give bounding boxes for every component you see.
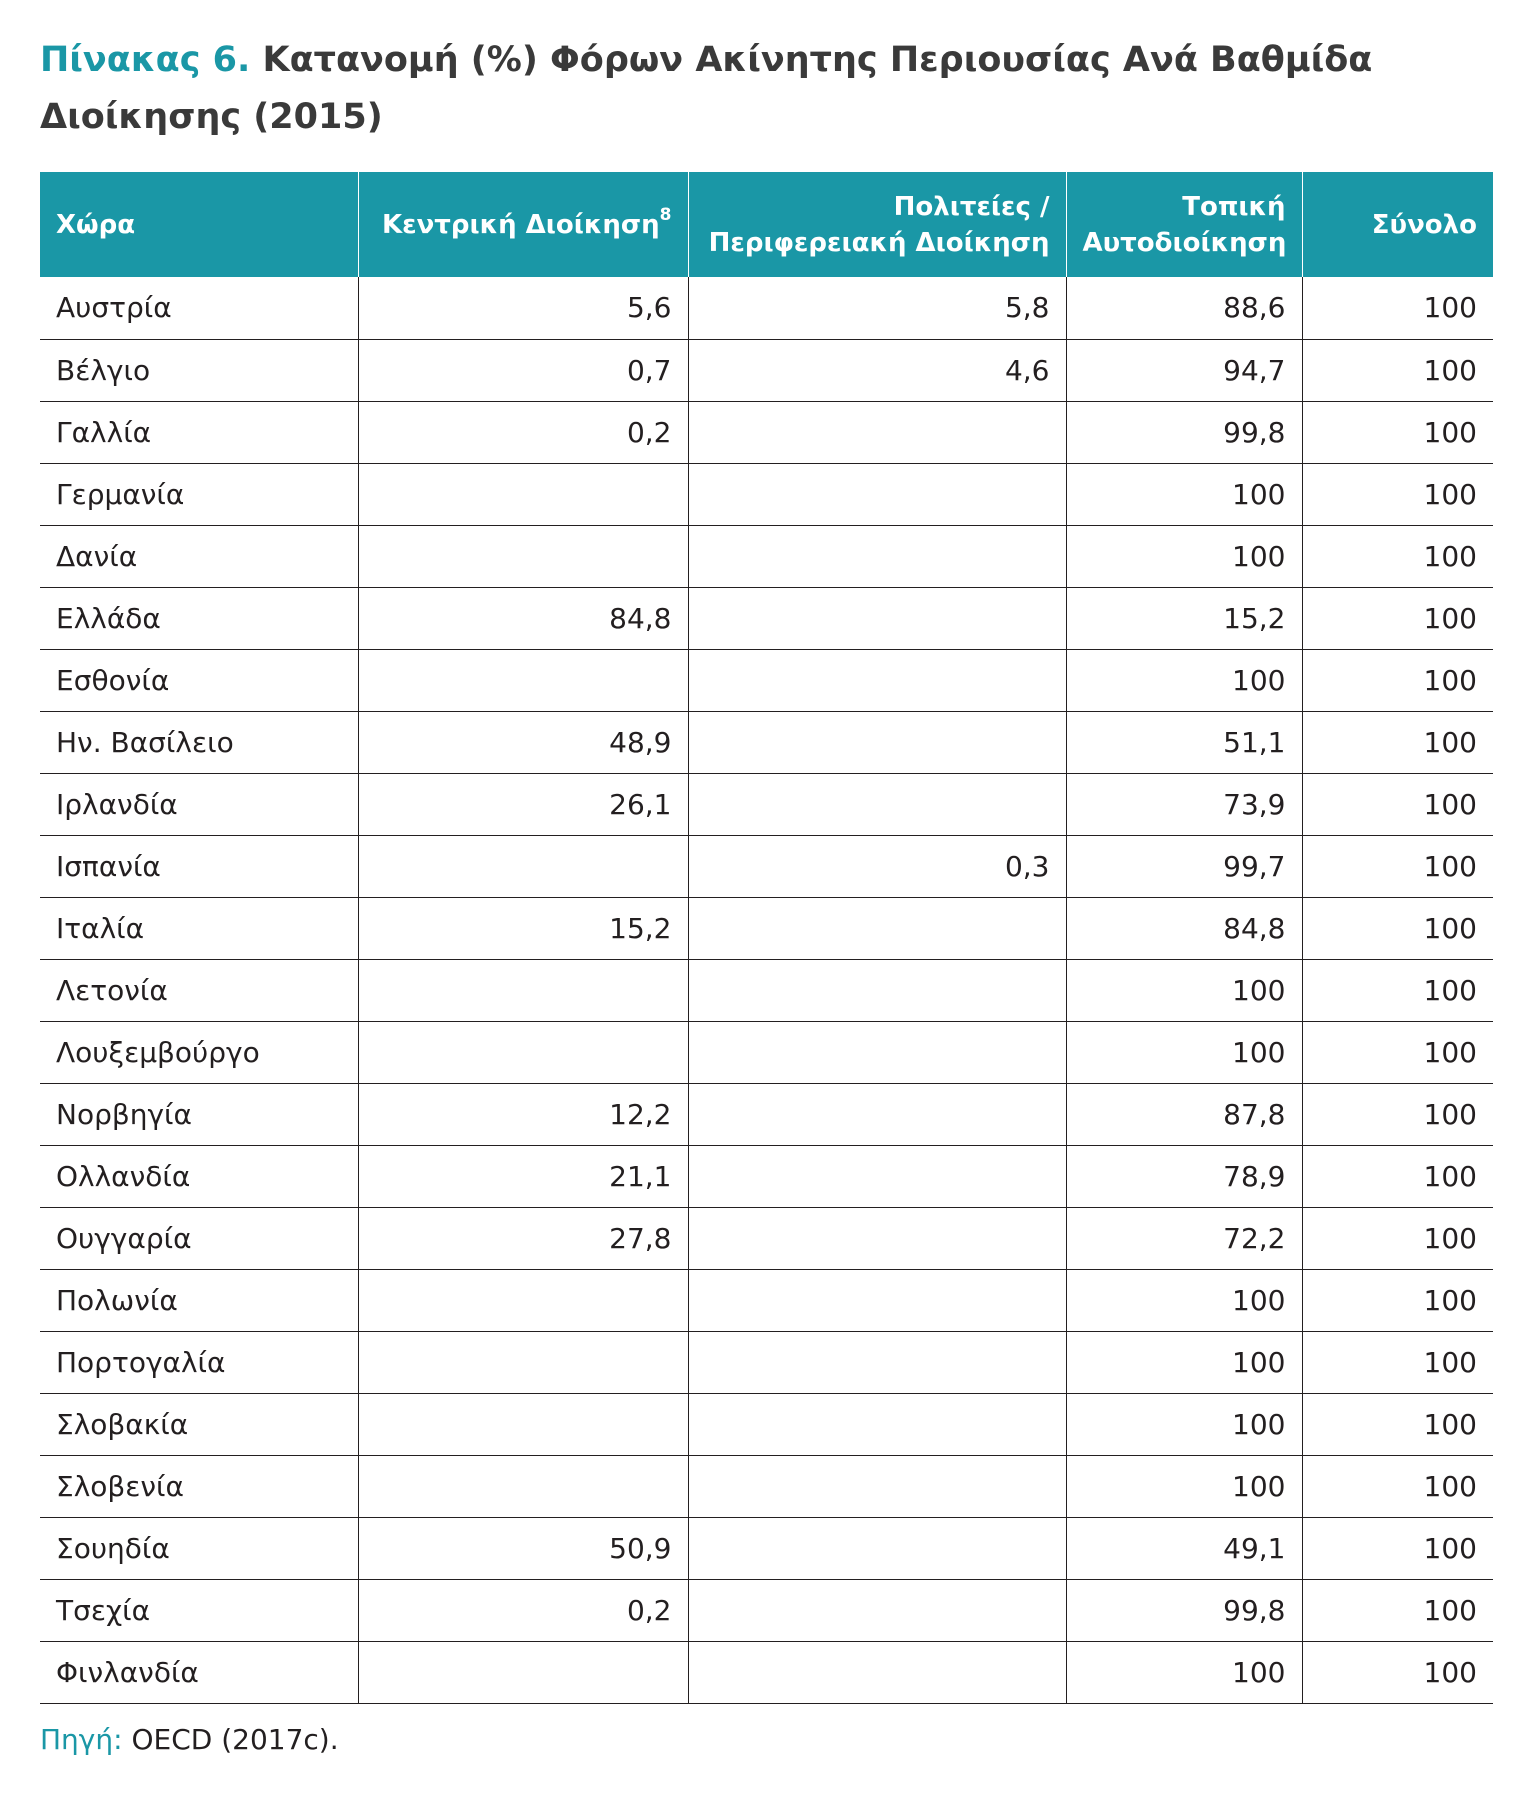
cell-country: Ην. Βασίλειο bbox=[40, 711, 358, 773]
table-body bbox=[40, 277, 1493, 1703]
cell-local: 100 bbox=[1066, 1455, 1302, 1517]
cell-central: 15,2 bbox=[358, 897, 688, 959]
cell-regional bbox=[688, 401, 1066, 463]
cell-regional bbox=[688, 1083, 1066, 1145]
header-regional-line1: Πολιτείες / bbox=[893, 191, 1050, 222]
cell-local: 99,8 bbox=[1066, 401, 1302, 463]
cell-central bbox=[358, 1393, 688, 1455]
cell-total: 100 bbox=[1302, 897, 1493, 959]
cell-central bbox=[358, 525, 688, 587]
property-tax-table bbox=[40, 172, 1493, 1704]
cell-local: 100 bbox=[1066, 1331, 1302, 1393]
cell-regional bbox=[688, 1207, 1066, 1269]
cell-local: 73,9 bbox=[1066, 773, 1302, 835]
cell-regional bbox=[688, 1393, 1066, 1455]
source-label: Πηγή: bbox=[40, 1723, 123, 1756]
table-row bbox=[40, 1021, 1493, 1083]
table-row bbox=[40, 835, 1493, 897]
cell-total: 100 bbox=[1302, 1083, 1493, 1145]
header-country-label: Χώρα bbox=[56, 209, 136, 240]
cell-total: 100 bbox=[1302, 401, 1493, 463]
cell-country: Εσθονία bbox=[40, 649, 358, 711]
table-row bbox=[40, 1269, 1493, 1331]
cell-central: 26,1 bbox=[358, 773, 688, 835]
cell-total: 100 bbox=[1302, 773, 1493, 835]
table-row bbox=[40, 525, 1493, 587]
header-regional-line2: Περιφερειακή Διοίκηση bbox=[708, 227, 1050, 258]
cell-regional bbox=[688, 463, 1066, 525]
table-row bbox=[40, 649, 1493, 711]
cell-total: 100 bbox=[1302, 1269, 1493, 1331]
table-row bbox=[40, 339, 1493, 401]
cell-country: Λουξεμβούργο bbox=[40, 1021, 358, 1083]
table-row bbox=[40, 463, 1493, 525]
header-central-label: Κεντρική Διοίκηση bbox=[381, 209, 660, 240]
cell-central bbox=[358, 1021, 688, 1083]
cell-local: 88,6 bbox=[1066, 277, 1302, 339]
table-row bbox=[40, 277, 1493, 339]
cell-central: 21,1 bbox=[358, 1145, 688, 1207]
cell-regional bbox=[688, 1021, 1066, 1083]
cell-central bbox=[358, 1455, 688, 1517]
table-header bbox=[40, 172, 1493, 277]
table-row bbox=[40, 959, 1493, 1021]
cell-country: Σουηδία bbox=[40, 1517, 358, 1579]
cell-central: 0,2 bbox=[358, 1579, 688, 1641]
cell-country: Βέλγιο bbox=[40, 339, 358, 401]
cell-local: 100 bbox=[1066, 1021, 1302, 1083]
cell-total: 100 bbox=[1302, 463, 1493, 525]
table-row bbox=[40, 1393, 1493, 1455]
cell-central: 50,9 bbox=[358, 1517, 688, 1579]
cell-total: 100 bbox=[1302, 277, 1493, 339]
cell-regional bbox=[688, 1455, 1066, 1517]
cell-central: 0,2 bbox=[358, 401, 688, 463]
table-title-text: Κατανομή (%) Φόρων Ακίνητης Περιουσίας Ανά Βαθμίδα Διοίκησης (2015) bbox=[40, 40, 1373, 137]
table-row bbox=[40, 1641, 1493, 1703]
cell-country: Σλοβενία bbox=[40, 1455, 358, 1517]
cell-local: 100 bbox=[1066, 525, 1302, 587]
table-row bbox=[40, 1455, 1493, 1517]
cell-total: 100 bbox=[1302, 587, 1493, 649]
cell-country: Φινλανδία bbox=[40, 1641, 358, 1703]
source-note bbox=[40, 1723, 339, 1756]
cell-total: 100 bbox=[1302, 1145, 1493, 1207]
header-local-line1: Τοπική bbox=[1182, 191, 1286, 222]
cell-country: Ιρλανδία bbox=[40, 773, 358, 835]
cell-regional: 0,3 bbox=[688, 835, 1066, 897]
cell-local: 49,1 bbox=[1066, 1517, 1302, 1579]
cell-regional bbox=[688, 1145, 1066, 1207]
cell-local: 99,8 bbox=[1066, 1579, 1302, 1641]
cell-local: 72,2 bbox=[1066, 1207, 1302, 1269]
cell-local: 100 bbox=[1066, 1641, 1302, 1703]
cell-local: 84,8 bbox=[1066, 897, 1302, 959]
cell-total: 100 bbox=[1302, 1641, 1493, 1703]
cell-regional: 4,6 bbox=[688, 339, 1066, 401]
cell-country: Αυστρία bbox=[40, 277, 358, 339]
cell-country: Ελλάδα bbox=[40, 587, 358, 649]
cell-central: 12,2 bbox=[358, 1083, 688, 1145]
cell-regional bbox=[688, 897, 1066, 959]
cell-central: 0,7 bbox=[358, 339, 688, 401]
cell-central: 84,8 bbox=[358, 587, 688, 649]
cell-local: 51,1 bbox=[1066, 711, 1302, 773]
table-header-row bbox=[40, 172, 1493, 277]
cell-regional bbox=[688, 773, 1066, 835]
cell-local: 78,9 bbox=[1066, 1145, 1302, 1207]
cell-total: 100 bbox=[1302, 525, 1493, 587]
cell-central bbox=[358, 835, 688, 897]
table-row bbox=[40, 1145, 1493, 1207]
header-country bbox=[40, 172, 358, 277]
cell-country: Δανία bbox=[40, 525, 358, 587]
cell-country: Λετονία bbox=[40, 959, 358, 1021]
cell-regional bbox=[688, 1269, 1066, 1331]
cell-central bbox=[358, 1269, 688, 1331]
cell-regional bbox=[688, 711, 1066, 773]
cell-local: 15,2 bbox=[1066, 587, 1302, 649]
cell-total: 100 bbox=[1302, 1579, 1493, 1641]
cell-regional bbox=[688, 1641, 1066, 1703]
cell-central: 27,8 bbox=[358, 1207, 688, 1269]
cell-country: Γερμανία bbox=[40, 463, 358, 525]
cell-local: 87,8 bbox=[1066, 1083, 1302, 1145]
table-row bbox=[40, 1517, 1493, 1579]
cell-regional bbox=[688, 1331, 1066, 1393]
cell-country: Ισπανία bbox=[40, 835, 358, 897]
table-row bbox=[40, 1083, 1493, 1145]
cell-regional bbox=[688, 587, 1066, 649]
table-row bbox=[40, 1579, 1493, 1641]
header-central bbox=[358, 172, 688, 277]
cell-regional bbox=[688, 1579, 1066, 1641]
cell-country: Πορτογαλία bbox=[40, 1331, 358, 1393]
cell-country: Ουγγαρία bbox=[40, 1207, 358, 1269]
header-local-line2: Αυτοδιοίκηση bbox=[1082, 227, 1287, 258]
cell-central: 5,6 bbox=[358, 277, 688, 339]
cell-regional bbox=[688, 959, 1066, 1021]
cell-country: Γαλλία bbox=[40, 401, 358, 463]
cell-central: 48,9 bbox=[358, 711, 688, 773]
header-total-label: Σύνολο bbox=[1371, 209, 1477, 240]
cell-local: 100 bbox=[1066, 463, 1302, 525]
cell-regional: 5,8 bbox=[688, 277, 1066, 339]
cell-local: 100 bbox=[1066, 649, 1302, 711]
cell-total: 100 bbox=[1302, 1331, 1493, 1393]
table-row bbox=[40, 587, 1493, 649]
table-title bbox=[40, 32, 1500, 146]
cell-central bbox=[358, 1641, 688, 1703]
source-text: OECD (2017c). bbox=[131, 1723, 339, 1756]
cell-central bbox=[358, 1331, 688, 1393]
cell-regional bbox=[688, 525, 1066, 587]
cell-central bbox=[358, 463, 688, 525]
table-row bbox=[40, 773, 1493, 835]
cell-total: 100 bbox=[1302, 959, 1493, 1021]
cell-country: Πολωνία bbox=[40, 1269, 358, 1331]
cell-country: Νορβηγία bbox=[40, 1083, 358, 1145]
cell-central bbox=[358, 649, 688, 711]
cell-country: Ολλανδία bbox=[40, 1145, 358, 1207]
cell-total: 100 bbox=[1302, 649, 1493, 711]
cell-local: 94,7 bbox=[1066, 339, 1302, 401]
cell-local: 100 bbox=[1066, 1269, 1302, 1331]
cell-local: 100 bbox=[1066, 1393, 1302, 1455]
header-regional bbox=[688, 172, 1066, 277]
cell-country: Ιταλία bbox=[40, 897, 358, 959]
table-row bbox=[40, 1207, 1493, 1269]
cell-regional bbox=[688, 649, 1066, 711]
header-total bbox=[1302, 172, 1493, 277]
cell-total: 100 bbox=[1302, 1021, 1493, 1083]
table-row bbox=[40, 401, 1493, 463]
table-row bbox=[40, 1331, 1493, 1393]
cell-central bbox=[358, 959, 688, 1021]
cell-total: 100 bbox=[1302, 1207, 1493, 1269]
cell-local: 99,7 bbox=[1066, 835, 1302, 897]
cell-regional bbox=[688, 1517, 1066, 1579]
footnote-marker: 8 bbox=[659, 204, 672, 225]
cell-country: Σλοβακία bbox=[40, 1393, 358, 1455]
cell-total: 100 bbox=[1302, 711, 1493, 773]
cell-country: Τσεχία bbox=[40, 1579, 358, 1641]
table-row bbox=[40, 897, 1493, 959]
table-title-label: Πίνακας 6. bbox=[40, 40, 251, 80]
cell-total: 100 bbox=[1302, 1393, 1493, 1455]
cell-total: 100 bbox=[1302, 339, 1493, 401]
cell-total: 100 bbox=[1302, 1455, 1493, 1517]
cell-total: 100 bbox=[1302, 835, 1493, 897]
cell-local: 100 bbox=[1066, 959, 1302, 1021]
cell-total: 100 bbox=[1302, 1517, 1493, 1579]
table-row bbox=[40, 711, 1493, 773]
header-local bbox=[1066, 172, 1302, 277]
